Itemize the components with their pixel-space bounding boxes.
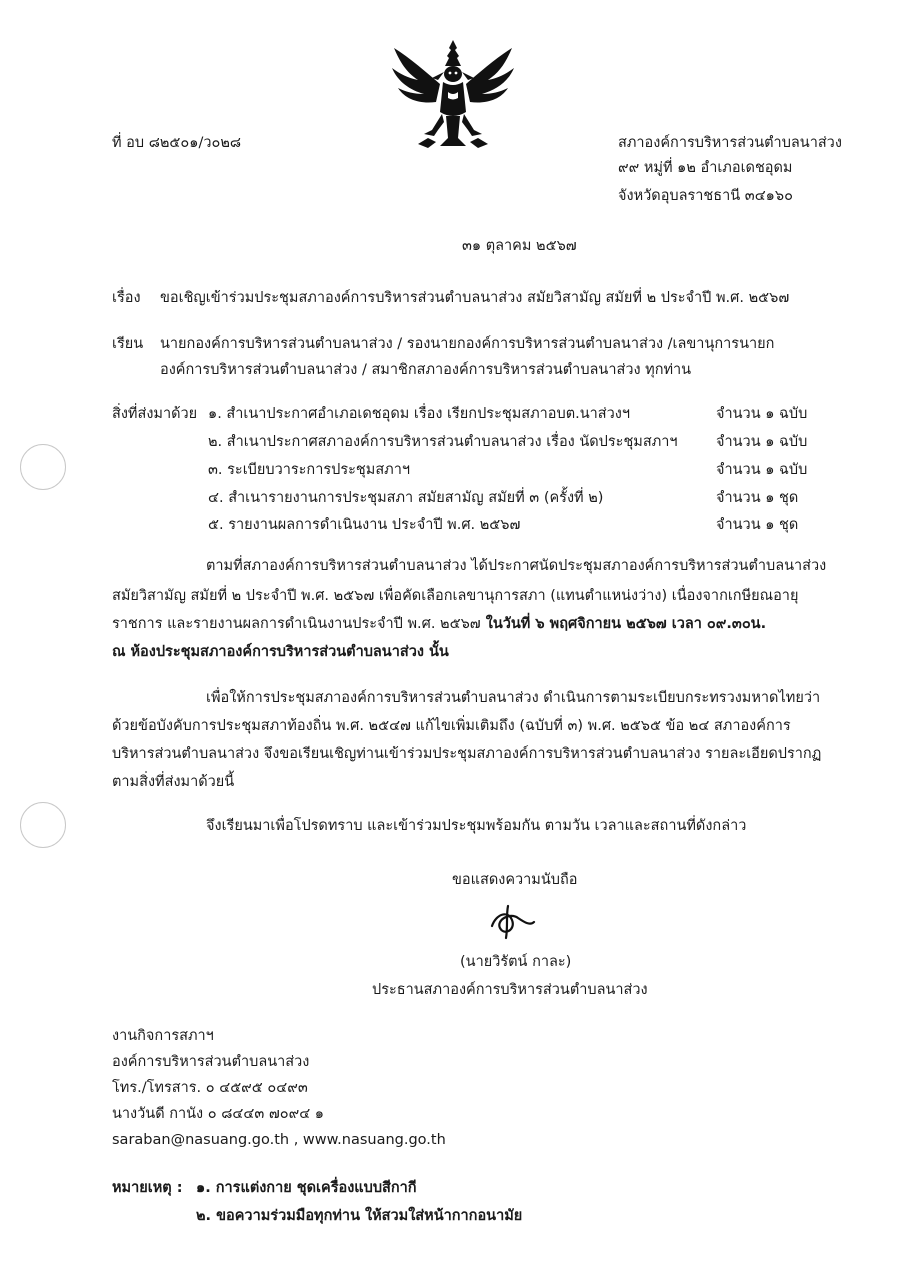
letter-date: ๓๑ ตุลาคม ๒๕๖๗: [462, 238, 577, 254]
enclosures-label: สิ่งที่ส่งมาด้วย: [112, 406, 198, 422]
subject-label: เรื่อง: [112, 290, 141, 306]
body-line: ตามที่สภาองค์การบริหารส่วนตำบลนาส่วง ได้ประกาศนัดประชุมสภาองค์การบริหารส่วนตำบลนาส่วง: [206, 558, 827, 574]
meeting-datetime: ในวันที่ ๖ พฤศจิกายน ๒๕๖๗ เวลา ๐๙.๓๐น.: [480, 616, 767, 632]
enclosure-qty: จำนวน ๑ ชุด: [716, 517, 799, 533]
body-line: เพื่อให้การประชุมสภาองค์การบริหารส่วนตำบลนาส่วง ดำเนินการตามระเบียบกระทรวงมหาดไทยว่า: [206, 690, 821, 706]
signature-scribble-icon: [486, 896, 538, 942]
org-address-line: ๙๙ หมู่ที่ ๑๒ อำเภอเดชอุดม: [618, 160, 793, 176]
recipient-line: นายกองค์การบริหารส่วนตำบลนาส่วง / รองนายกองค์การบริหารส่วนตำบลนาส่วง /เลขานุการนายก: [160, 336, 775, 352]
notes-label: หมายเหตุ :: [112, 1180, 183, 1196]
reference-number: ที่ อบ ๘๒๕๐๑/ว๐๒๘: [112, 135, 242, 151]
meeting-location: ณ ห้องประชุมสภาองค์การบริหารส่วนตำบลนาส่วง นั้น: [112, 644, 449, 660]
body-line: สมัยวิสามัญ สมัยที่ ๒ ประจำปี พ.ศ. ๒๕๖๗ เพื่อคัดเลือกเลขานุการสภา (แทนตำแหน่งว่าง) เนื่องจากเกษียณอายุ: [112, 588, 799, 604]
contact-line: องค์การบริหารส่วนตำบลนาส่วง: [112, 1054, 310, 1070]
closing-phrase: ขอแสดงความนับถือ: [452, 872, 578, 888]
body-text: ราชการ และรายงานผลการดำเนินงานประจำปี พ.ศ. ๒๕๖๗: [112, 616, 481, 632]
garuda-emblem-icon: [388, 38, 518, 150]
enclosure-item: ๓. ระเบียบวาระการประชุมสภาฯ: [208, 462, 411, 478]
enclosure-item: ๒. สำเนาประกาศสภาองค์การบริหารส่วนตำบลนาส่วง เรื่อง นัดประชุมสภาฯ: [208, 434, 678, 450]
subject-text: ขอเชิญเข้าร่วมประชุมสภาองค์การบริหารส่วนตำบลนาส่วง สมัยวิสามัญ สมัยที่ ๒ ประจำปี พ.ศ. ๒๕๖๗: [160, 290, 790, 306]
enclosure-qty: จำนวน ๑ ฉบับ: [716, 434, 808, 450]
enclosure-qty: จำนวน ๑ ชุด: [716, 490, 799, 506]
contact-person: นางวันดี กานัง ๐ ๘๔๔๓ ๗๐๙๔ ๑: [112, 1106, 325, 1122]
org-address-line: สภาองค์การบริหารส่วนตำบลนาส่วง: [618, 135, 842, 151]
punch-hole-mark: [20, 802, 66, 848]
contact-email-web: saraban@nasuang.go.th , www.nasuang.go.th: [112, 1132, 446, 1148]
contact-line: งานกิจการสภาฯ: [112, 1028, 214, 1044]
enclosure-qty: จำนวน ๑ ฉบับ: [716, 462, 808, 478]
org-address-line: จังหวัดอุบลราชธานี ๓๔๑๖๐: [618, 188, 793, 204]
punch-hole-mark: [20, 444, 66, 490]
recipient-label: เรียน: [112, 336, 144, 352]
body-line: บริหารส่วนตำบลนาส่วง จึงขอเรียนเชิญท่านเข้าร่วมประชุมสภาองค์การบริหารส่วนตำบลนาส่วง รายละเอียดปรากฏ: [112, 746, 822, 762]
recipient-line: องค์การบริหารส่วนตำบลนาส่วง / สมาชิกสภาองค์การบริหารส่วนตำบลนาส่วง ทุกท่าน: [160, 362, 692, 378]
body-line: [112, 614, 766, 634]
body-line: ตามสิ่งที่ส่งมาด้วยนี้: [112, 774, 235, 790]
closing-paragraph: จึงเรียนมาเพื่อโปรดทราบ และเข้าร่วมประชุมพร้อมกัน ตามวัน เวลาและสถานที่ดังกล่าว: [206, 818, 747, 834]
enclosure-qty: จำนวน ๑ ฉบับ: [716, 406, 808, 422]
note-item: ๑. การแต่งกาย ชุดเครื่องแบบสีกากี: [196, 1180, 417, 1196]
signatory-name: (นายวิรัตน์ กาละ): [460, 954, 572, 970]
enclosure-item: ๕. รายงานผลการดำเนินงาน ประจำปี พ.ศ. ๒๕๖๗: [208, 517, 521, 533]
contact-phone: โทร./โทรสาร. ๐ ๔๕๙๕ ๐๔๙๓: [112, 1080, 308, 1096]
enclosure-item: ๑. สำเนาประกาศอำเภอเดชอุดม เรื่อง เรียกประชุมสภาอบต.นาส่วงฯ: [208, 406, 631, 422]
note-item: ๒. ขอความร่วมมือทุกท่าน ให้สวมใส่หน้ากากอนามัย: [196, 1208, 523, 1224]
signatory-position: ประธานสภาองค์การบริหารส่วนตำบลนาส่วง: [372, 982, 648, 998]
body-line: ด้วยข้อบังคับการประชุมสภาท้องถิ่น พ.ศ. ๒๕๔๗ แก้ไขเพิ่มเติมถึง (ฉบับที่ ๓) พ.ศ. ๒๕๖๕ ข้อ ๒๔ สภาองค์การ: [112, 718, 791, 734]
enclosure-item: ๔. สำเนารายงานการประชุมสภา สมัยสามัญ สมัยที่ ๓ (ครั้งที่ ๒): [208, 490, 604, 506]
